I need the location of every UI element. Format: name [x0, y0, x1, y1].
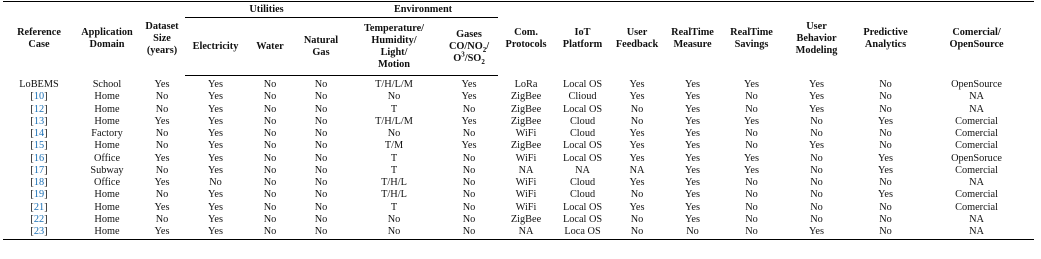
cell-reference-case: [10] — [30, 91, 48, 103]
cell-user-behavior-modeling: No — [810, 177, 823, 188]
cell-predictive-analytics: Yes — [878, 115, 894, 127]
cell-gases: Yes — [461, 79, 477, 90]
table-row — [3, 128, 1034, 140]
cell-water: No — [263, 177, 277, 188]
cell-comercial-opensource: Comercial — [955, 201, 998, 213]
table-row — [3, 165, 1034, 177]
cell-predictive-analytics: No — [852, 226, 919, 240]
cell-iot-platform: Local OS — [562, 103, 603, 115]
cell-user-feedback: Yes — [629, 128, 645, 139]
cell-natural-gas: No — [314, 140, 328, 152]
cell-user-behavior-modeling: Yes — [809, 91, 825, 103]
cell-com-protocols: WiFi — [515, 128, 537, 139]
header-user-behavior-modeling: User Behavior Modeling — [781, 2, 852, 76]
cell-realtime-measure: Yes — [685, 189, 701, 201]
cell-electricity: Yes — [208, 115, 223, 127]
cell-user-behavior-modeling: Yes — [809, 78, 825, 90]
cell-gases: Yes — [461, 140, 477, 152]
cell-reference-case: [14] — [30, 128, 48, 139]
cell-temperature-humidity-light-motion: No — [387, 91, 401, 103]
cell-electricity: Yes — [208, 201, 223, 213]
cell-water: No — [263, 164, 277, 176]
header-gases: Gases $CO/NO_2/$ $O^3/SO_2$ — [440, 18, 498, 76]
cell-iot-platform: Local OS — [562, 78, 603, 90]
cell-dataset-size: Yes — [154, 78, 170, 90]
cell-electricity: Yes — [208, 189, 223, 201]
header-group-environment: Environment — [348, 2, 498, 18]
cell-dataset-size: Yes — [154, 152, 170, 164]
cell-temperature-humidity-light-motion: T/H/L — [381, 189, 407, 201]
cell-natural-gas: No — [314, 91, 328, 103]
cell-comercial-opensource: NA — [969, 177, 984, 188]
cell-gases: No — [462, 201, 476, 213]
cell-water: No — [263, 128, 277, 139]
cell-comercial-opensource: Comercial — [955, 140, 998, 152]
cell-water: No — [263, 103, 277, 115]
table-body — [3, 76, 1034, 240]
cell-user-feedback: No — [630, 189, 644, 201]
cell-dataset-size: No — [155, 140, 169, 152]
cell-user-feedback: Yes — [629, 91, 645, 103]
cell-dataset-size: No — [155, 164, 169, 176]
cell-realtime-savings: Yes — [744, 115, 760, 127]
cell-realtime-savings: No — [745, 91, 758, 103]
cell-realtime-savings: No — [722, 226, 781, 240]
cell-realtime-measure: No — [663, 226, 722, 240]
header-application-domain: Application Domain — [75, 2, 139, 76]
cell-water: No — [263, 201, 277, 213]
cell-com-protocols: WiFi — [515, 177, 537, 188]
cell-realtime-measure: Yes — [685, 177, 701, 188]
cell-realtime-measure: Yes — [685, 128, 701, 139]
cell-user-feedback: Yes — [629, 140, 645, 152]
citation-link[interactable]: 18 — [33, 177, 45, 188]
cell-application-domain: Home — [94, 103, 120, 115]
cell-user-feedback: No — [611, 226, 663, 240]
cell-user-behavior-modeling: Yes — [809, 103, 825, 115]
header-realtime-measure: RealTime Measure — [663, 2, 722, 76]
cell-iot-platform: Cloud — [569, 115, 596, 127]
cell-user-feedback: Yes — [629, 201, 645, 213]
table-row — [3, 91, 1034, 103]
cell-natural-gas: No — [314, 201, 328, 213]
cell-reference-case: [13] — [30, 115, 48, 127]
cell-dataset-size: No — [155, 91, 169, 103]
cell-temperature-humidity-light-motion: T — [390, 201, 398, 213]
cell-application-domain: Home — [94, 91, 120, 103]
cell-natural-gas: No — [314, 128, 328, 139]
cell-predictive-analytics: No — [879, 213, 892, 225]
cell-water: No — [263, 140, 277, 152]
cell-comercial-opensource: NA — [969, 103, 984, 115]
cell-dataset-size: Yes — [154, 177, 170, 188]
citation-link[interactable]: 16 — [33, 152, 45, 164]
cell-com-protocols: ZigBee — [510, 213, 542, 225]
header-group-utilities: Utilities — [185, 2, 348, 18]
table-row — [3, 226, 1034, 240]
cell-realtime-measure: Yes — [685, 140, 701, 152]
cell-gases: No — [462, 213, 476, 225]
cell-application-domain: Office — [93, 177, 121, 188]
cell-temperature-humidity-light-motion: T — [390, 164, 398, 176]
comparison-table — [3, 1, 1034, 240]
cell-realtime-measure: Yes — [685, 91, 701, 103]
cell-comercial-opensource: Comercial — [955, 164, 998, 176]
cell-user-behavior-modeling: Yes — [781, 226, 852, 240]
cell-comercial-opensource: Comercial — [955, 115, 998, 127]
cell-temperature-humidity-light-motion: No — [387, 128, 401, 139]
cell-application-domain: Home — [94, 115, 120, 127]
cell-predictive-analytics: No — [879, 201, 892, 213]
cell-natural-gas: No — [314, 177, 328, 188]
cell-predictive-analytics: No — [879, 78, 892, 90]
cell-reference-case: [23] — [3, 226, 75, 240]
cell-electricity: Yes — [208, 79, 223, 90]
citation-link[interactable]: 12 — [33, 103, 45, 115]
cell-dataset-size: Yes — [154, 115, 170, 127]
header-electricity: Electricity — [185, 18, 246, 76]
cell-user-feedback: No — [630, 103, 644, 115]
cell-predictive-analytics: No — [879, 140, 892, 152]
cell-dataset-size: No — [155, 189, 169, 201]
cell-user-behavior-modeling: No — [810, 213, 823, 225]
cell-comercial-opensource: OpenSource — [951, 78, 1002, 90]
cell-predictive-analytics: No — [879, 103, 892, 115]
cell-gases: No — [462, 164, 476, 176]
cell-realtime-measure: Yes — [685, 164, 701, 176]
cell-reference-case: [21] — [30, 201, 48, 213]
cell-application-domain: Home — [94, 140, 120, 152]
cell-user-feedback: Yes — [629, 78, 645, 90]
cell-iot-platform: Local OS — [562, 201, 603, 213]
cell-realtime-measure: Yes — [685, 201, 701, 213]
cell-natural-gas: No — [294, 226, 348, 240]
cell-natural-gas: No — [314, 213, 328, 225]
cell-water: No — [263, 91, 277, 103]
cell-temperature-humidity-light-motion: T/H/L/M — [375, 115, 413, 127]
cell-user-behavior-modeling: No — [810, 164, 823, 176]
cell-realtime-savings: Yes — [744, 164, 760, 176]
table-row — [3, 214, 1034, 226]
cell-electricity: Yes — [208, 103, 223, 115]
cell-realtime-savings: No — [745, 213, 758, 225]
cell-temperature-humidity-light-motion: No — [387, 213, 401, 225]
cell-iot-platform: Local OS — [562, 152, 603, 164]
header-user-feedback: User Feedback — [611, 2, 663, 76]
cell-user-feedback: Yes — [629, 177, 645, 188]
cell-comercial-opensource: Comercial — [955, 128, 998, 139]
citation-link[interactable]: 14 — [33, 128, 45, 139]
cell-reference-case: [19] — [30, 189, 48, 201]
citation-link[interactable]: 23 — [33, 226, 45, 237]
cell-user-behavior-modeling: No — [810, 152, 823, 164]
cell-predictive-analytics: No — [879, 177, 892, 188]
cell-natural-gas: No — [314, 103, 328, 115]
cell-dataset-size: Yes — [139, 226, 185, 240]
cell-temperature-humidity-light-motion: T — [390, 152, 398, 164]
cell-gases: No — [462, 103, 476, 115]
cell-reference-case: [16] — [30, 152, 48, 164]
cell-electricity: No — [209, 177, 222, 188]
cell-iot-platform: Local OS — [562, 140, 603, 152]
cell-dataset-size: No — [155, 213, 169, 225]
cell-gases: Yes — [461, 91, 477, 103]
cell-electricity: Yes — [208, 128, 223, 139]
cell-gases: Yes — [461, 115, 477, 127]
cell-realtime-measure: Yes — [685, 213, 701, 225]
cell-comercial-opensource: NA — [919, 226, 1034, 240]
header-dataset-size: Dataset Size (years) — [139, 2, 185, 76]
cell-temperature-humidity-light-motion: No — [348, 226, 440, 240]
cell-user-behavior-modeling: No — [810, 115, 823, 127]
cell-reference-case: [15] — [30, 140, 48, 152]
cell-water: No — [263, 79, 277, 90]
cell-user-feedback: Yes — [629, 152, 645, 164]
cell-reference-case: [22] — [30, 213, 48, 225]
cell-water: No — [263, 152, 277, 164]
header-iot-platform: IoT Platform — [554, 2, 611, 76]
cell-water: No — [263, 115, 277, 127]
cell-predictive-analytics: Yes — [878, 152, 894, 164]
cell-iot-platform: Loca OS — [554, 226, 611, 240]
cell-com-protocols: NA — [518, 164, 534, 176]
cell-gases: No — [462, 189, 476, 201]
citation-link[interactable]: 21 — [33, 201, 45, 213]
cell-predictive-analytics: No — [879, 91, 892, 103]
cell-application-domain: Home — [94, 189, 120, 201]
cell-electricity: Yes — [208, 164, 223, 176]
cell-application-domain: School — [92, 78, 122, 90]
cell-user-behavior-modeling: No — [810, 189, 823, 201]
cell-iot-platform: Cloud — [569, 189, 596, 201]
cell-iot-platform: Cloud — [569, 128, 596, 139]
cell-comercial-opensource: Comercial — [955, 189, 998, 201]
cell-gases: No — [462, 128, 476, 139]
cell-user-feedback: NA — [629, 164, 645, 176]
cell-com-protocols: WiFi — [515, 201, 537, 213]
header-comercial-opensource: Comercial/ OpenSource — [919, 2, 1034, 76]
cell-realtime-measure: Yes — [685, 78, 701, 90]
cell-predictive-analytics: Yes — [878, 164, 894, 176]
header-reference-case: Reference Case — [3, 2, 75, 76]
cell-user-feedback: No — [630, 115, 644, 127]
table-row — [3, 140, 1034, 152]
cell-natural-gas: No — [314, 79, 328, 90]
cell-com-protocols: NA — [498, 226, 554, 240]
cell-iot-platform: NA — [575, 164, 590, 176]
table-row — [3, 104, 1034, 116]
cell-realtime-savings: No — [745, 128, 758, 139]
cell-natural-gas: No — [314, 115, 328, 127]
cell-iot-platform: Clioud — [568, 91, 597, 103]
cell-water: No — [246, 226, 294, 240]
table-header — [3, 2, 1034, 76]
cell-predictive-analytics: Yes — [878, 189, 894, 201]
cell-electricity: Yes — [185, 226, 246, 240]
cell-realtime-savings: Yes — [744, 78, 760, 90]
header-com-protocols: Com. Protocols — [498, 2, 554, 76]
cell-iot-platform: Local OS — [562, 213, 603, 225]
cell-electricity: Yes — [208, 140, 223, 152]
cell-gases: No — [440, 226, 498, 240]
cell-realtime-savings: No — [745, 189, 758, 201]
cell-temperature-humidity-light-motion: T/H/L/M — [375, 79, 413, 90]
citation-link[interactable]: 17 — [33, 164, 45, 176]
cell-com-protocols: WiFi — [515, 152, 537, 164]
cell-com-protocols: ZigBee — [510, 103, 542, 115]
cell-user-behavior-modeling: No — [810, 128, 823, 139]
cell-application-domain: Home — [94, 213, 120, 225]
header-water: Water — [246, 18, 294, 76]
cell-application-domain: Home — [75, 226, 139, 240]
cell-gases: No — [462, 177, 476, 188]
cell-realtime-savings: No — [745, 177, 758, 188]
cell-com-protocols: ZigBee — [510, 140, 542, 152]
header-realtime-savings: RealTime Savings — [722, 2, 781, 76]
cell-electricity: Yes — [208, 152, 223, 164]
cell-temperature-humidity-light-motion: T/M — [384, 140, 404, 152]
cell-com-protocols: WiFi — [515, 189, 537, 201]
cell-natural-gas: No — [314, 164, 328, 176]
cell-user-behavior-modeling: Yes — [809, 140, 825, 152]
cell-realtime-savings: No — [745, 103, 758, 115]
cell-electricity: Yes — [208, 91, 223, 103]
citation-link[interactable]: 15 — [33, 140, 45, 152]
cell-natural-gas: No — [314, 189, 328, 201]
table-row — [3, 202, 1034, 214]
cell-comercial-opensource: OpenSoruce — [951, 152, 1002, 164]
cell-realtime-savings: Yes — [744, 152, 760, 164]
cell-realtime-savings: No — [745, 201, 758, 213]
cell-iot-platform: Cloud — [569, 177, 596, 188]
header-temperature-humidity-light-motion: Temperature/ Humidity/ Light/ Motion — [348, 18, 440, 76]
cell-reference-case: [18] — [30, 177, 48, 188]
cell-reference-case: LoBEMS — [19, 78, 59, 90]
cell-comercial-opensource: NA — [969, 91, 984, 103]
cell-dataset-size: No — [155, 103, 169, 115]
cell-dataset-size: Yes — [154, 201, 170, 213]
cell-user-feedback: No — [630, 213, 644, 225]
cell-user-behavior-modeling: No — [810, 201, 823, 213]
header-natural-gas: Natural Gas — [294, 18, 348, 76]
cell-realtime-measure: Yes — [685, 152, 701, 164]
table-row — [3, 189, 1034, 201]
cell-predictive-analytics: No — [879, 128, 892, 139]
cell-comercial-opensource: NA — [969, 213, 984, 225]
cell-dataset-size: No — [155, 128, 169, 139]
cell-water: No — [263, 213, 277, 225]
cell-reference-case: [17] — [30, 164, 48, 176]
cell-realtime-savings: No — [745, 140, 758, 152]
citation-link[interactable]: 19 — [33, 189, 45, 201]
cell-water: No — [263, 189, 277, 201]
cell-temperature-humidity-light-motion: T/H/L — [381, 177, 407, 188]
citation-link[interactable]: 22 — [33, 213, 45, 225]
cell-realtime-measure: Yes — [685, 115, 701, 127]
cell-com-protocols: ZigBee — [510, 91, 542, 103]
cell-gases: No — [462, 152, 476, 164]
header-predictive-analytics: Predictive Analytics — [852, 2, 919, 76]
cell-application-domain: Factory — [91, 128, 123, 139]
table-row — [3, 116, 1034, 128]
cell-natural-gas: No — [314, 152, 328, 164]
cell-reference-case: [12] — [30, 103, 48, 115]
table-row — [3, 153, 1034, 165]
cell-temperature-humidity-light-motion: T — [390, 103, 398, 115]
cell-realtime-measure: Yes — [685, 103, 701, 115]
cell-electricity: Yes — [208, 213, 223, 225]
cell-application-domain: Home — [94, 201, 120, 213]
citation-link[interactable]: 13 — [33, 115, 45, 127]
cell-application-domain: Office — [93, 152, 121, 164]
table-row — [3, 76, 1034, 92]
cell-com-protocols: LoRa — [514, 78, 538, 90]
cell-application-domain: Subway — [90, 164, 124, 176]
cell-com-protocols: ZigBee — [510, 115, 542, 127]
citation-link[interactable]: 10 — [33, 91, 45, 103]
table-row — [3, 177, 1034, 189]
